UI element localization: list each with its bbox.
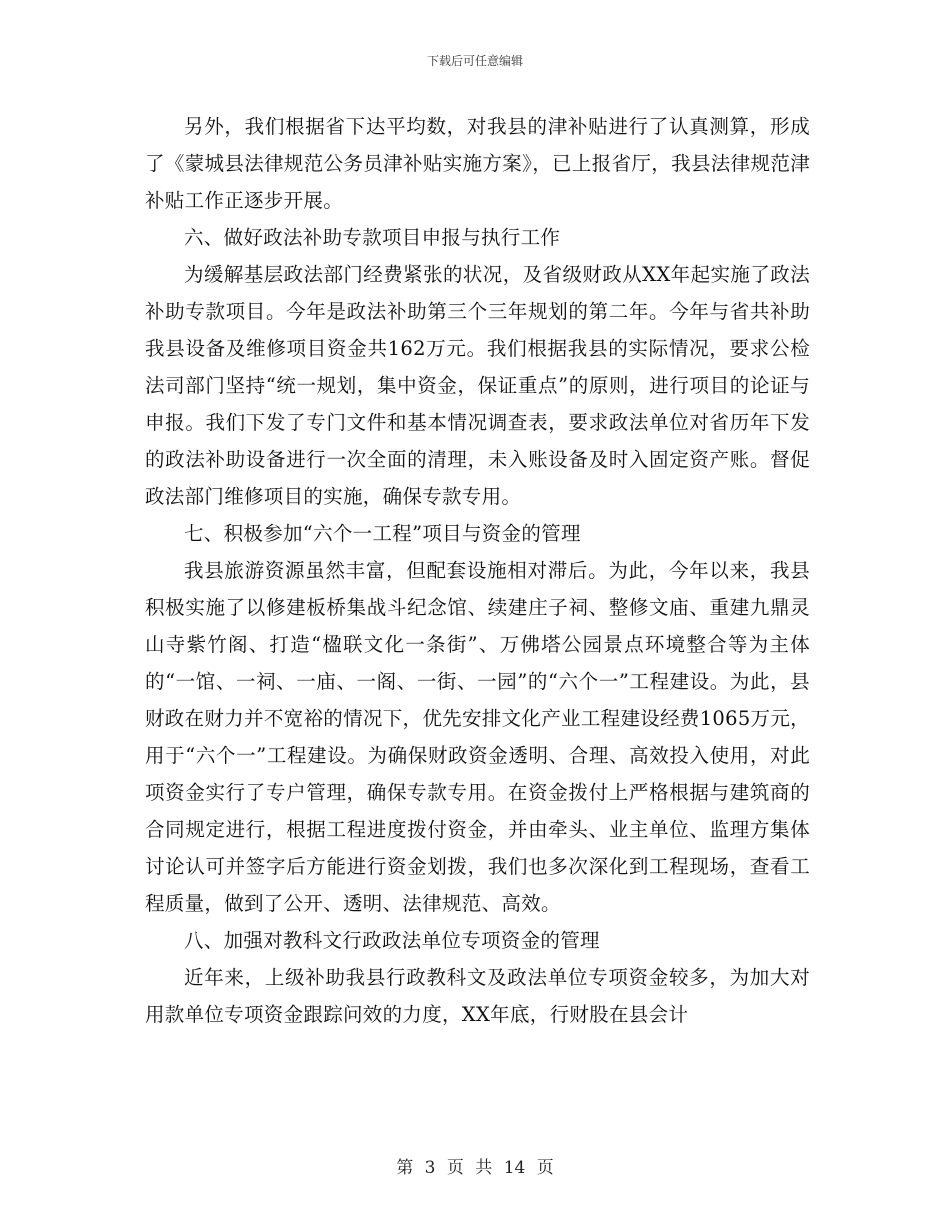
page-footer: 第 3 页 共 14 页 <box>396 1158 554 1178</box>
section-heading: 六、做好政法补助专款项目申报与执行工作 <box>184 226 561 249</box>
page-header: 下载后可任意编辑 <box>426 54 523 68</box>
paragraph: 为缓解基层政法部门经费紧张的状况，及省级财政从XX年起实施了政法补助专款项目。今年是政法补助第三个三年规划的第二年。今年与省共补助我县设备及维修项目资金共162万元。我们根据我县的实际情况，要求公检法司部门坚持“统一规划，集中资金，保证重点”的原则，进行项目的论证与申报。我们下发了专门文件和基本情况调查表，要求政法单位对省历年下发的政法补助设备进行一次全面的清理，未入账设备及时入固定资产账。督促政法部门维修项目的实施，确保专款专用。 <box>145 263 810 508</box>
paragraph: 我县旅游资源虽然丰富，但配套设施相对滞后。为此，今年以来，我县积极实施了以修建板桥集战斗纪念馆、续建庄子祠、整修文庙、重建九鼎灵山寺紫竹阁、打造“楹联文化一条街”、万佛塔公园景点环境整合等为主体的“一馆、一祠、一庙、一阁、一街、一园”的“六个一”工程建设。为此，县财政在财力并不宽裕的情况下，优先安排文化产业工程建设经费1065万元，用于“六个一”工程建设。为确保财政资金透明、合理、高效投入使用，对此项资金实行了专户管理，确保专款专用。在资金拨付上严格根据与建筑商的合同规定进行，根据工程进度拨付资金，并由牵头、业主单位、监理方集体讨论认可并签字后方能进行资金划拨，我们也多次深化到工程现场，查看工程质量，做到了公开、透明、法律规范、高效。 <box>145 559 810 915</box>
section-heading: 八、加强对教科文行政政法单位专项资金的管理 <box>184 929 600 952</box>
section-heading: 七、积极参加“六个一工程”项目与资金的管理 <box>184 522 581 545</box>
paragraph: 近年来，上级补助我县行政教科文及政法单位专项资金较多，为加大对用款单位专项资金跟踪问效的力度，XX年底，行财股在县会计 <box>145 966 810 1026</box>
paragraph: 另外，我们根据省下达平均数，对我县的津补贴进行了认真测算，形成了《蒙城县法律规范公务员津补贴实施方案》，已上报省厅，我县法律规范津补贴工作正逐步开展。 <box>145 115 810 212</box>
document-body <box>145 108 810 1033</box>
